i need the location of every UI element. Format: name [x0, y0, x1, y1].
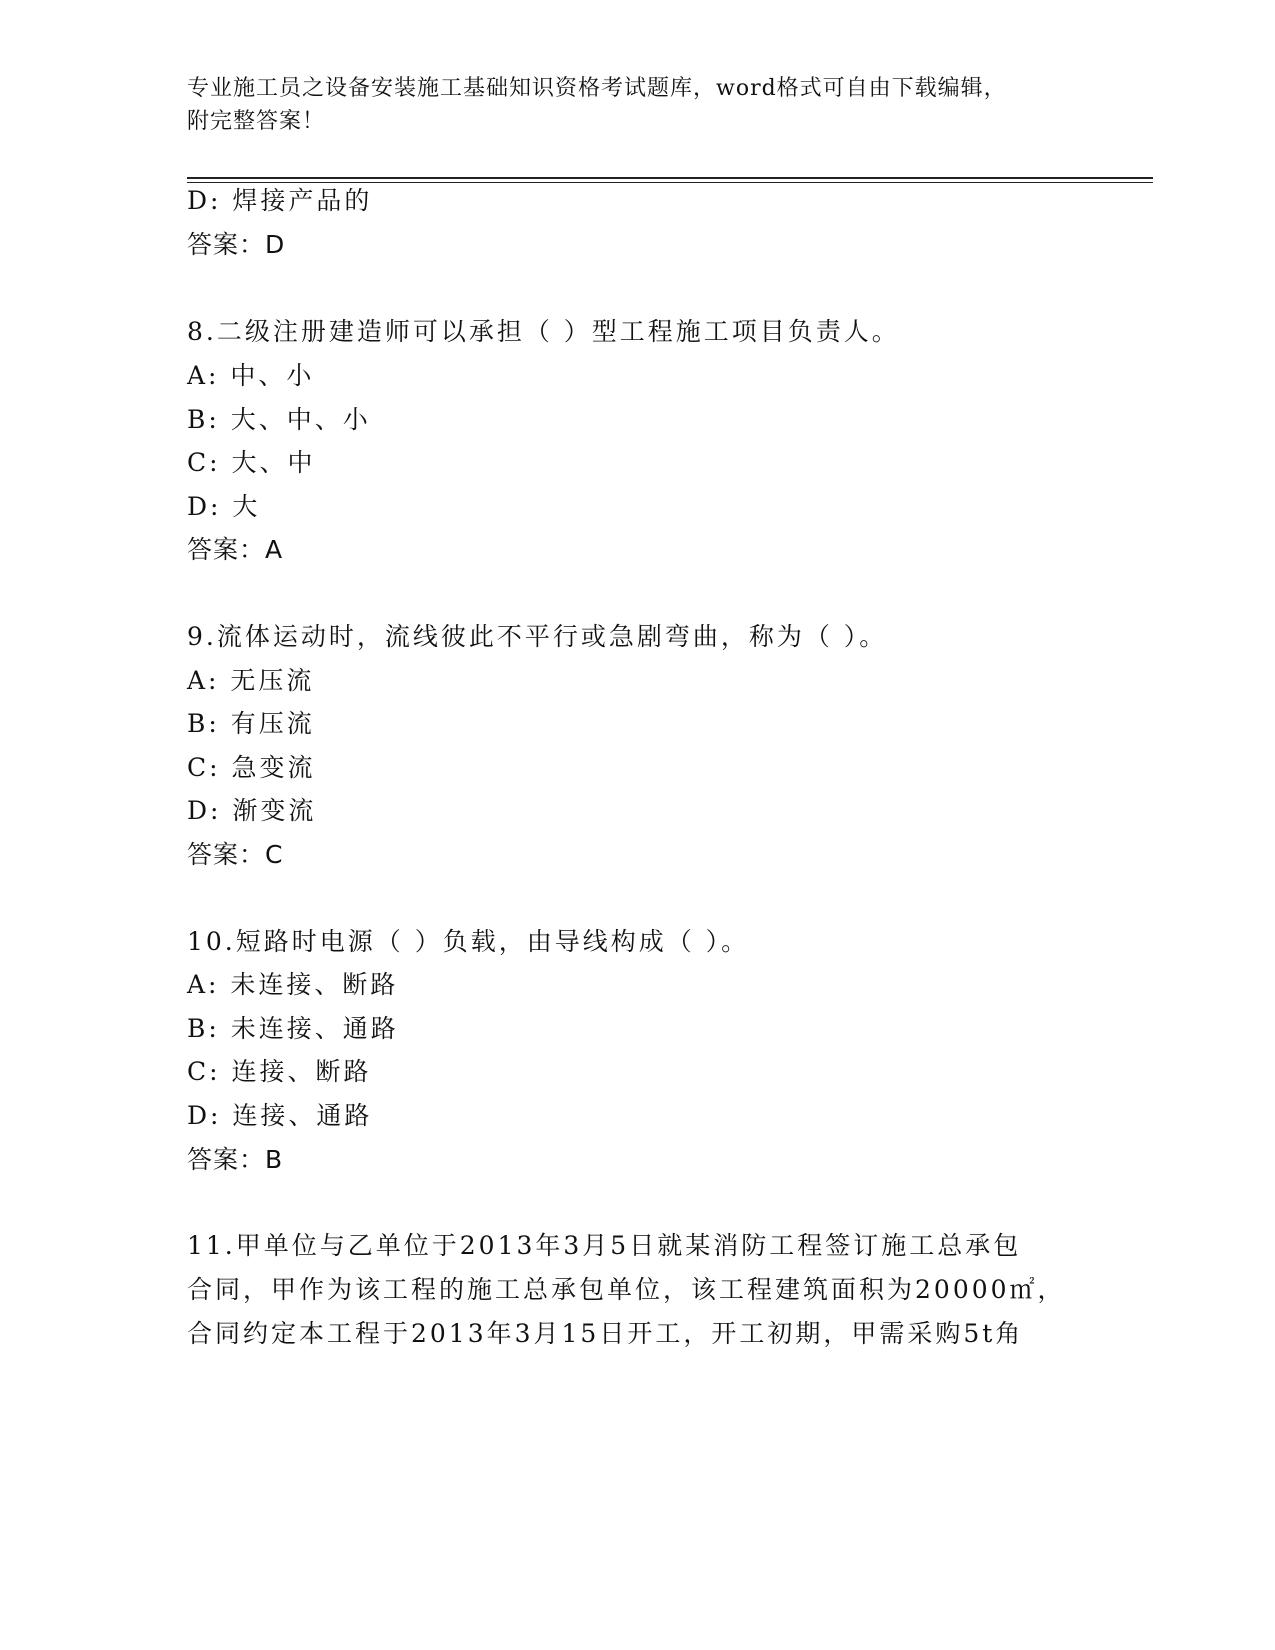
q9-stem: 9.流体运动时，流线彼此不平行或急剧弯曲，称为（ ）。 — [187, 622, 888, 651]
q8-answer: 答案：A — [187, 535, 284, 564]
q10-option-d: D: 连接、通路 — [187, 1101, 373, 1130]
header-divider-thick — [187, 177, 1153, 179]
q9-option-b: B: 有压流 — [187, 709, 315, 738]
q9-option-d: D: 渐变流 — [187, 796, 317, 825]
header-line-1: 专业施工员之设备安装施工基础知识资格考试题库，word格式可自由下载编辑， — [187, 76, 1007, 101]
header-divider-thin — [187, 182, 1153, 183]
q10-option-c: C: 连接、断路 — [187, 1057, 372, 1086]
q8-stem: 8.二级注册建造师可以承担（ ）型工程施工项目负责人。 — [187, 317, 900, 346]
q8-option-a: A: 中、小 — [187, 361, 315, 390]
header-line-2: 附完整答案！ — [187, 109, 326, 134]
q10-stem: 10.短路时电源（ ）负载，由导线构成（ ）。 — [187, 927, 750, 956]
q8-option-d: D: 大 — [187, 492, 261, 521]
q8-option-c: C: 大、中 — [187, 448, 316, 477]
q8-option-b: B: 大、中、小 — [187, 405, 371, 434]
q11-stem-line-3: 合同约定本工程于2013年3月15日开工，开工初期，甲需采购5t角 — [187, 1319, 1024, 1348]
q10-answer: 答案：B — [187, 1145, 284, 1174]
q10-option-b: B: 未连接、通路 — [187, 1014, 399, 1043]
q9-answer: 答案：C — [187, 840, 284, 869]
q7-answer: 答案：D — [187, 230, 286, 259]
q7-option-d: D: 焊接产品的 — [187, 186, 373, 215]
q9-option-a: A: 无压流 — [187, 666, 315, 695]
q11-stem-line-2: 合同，甲作为该工程的施工总承包单位，该工程建筑面积为20000㎡， — [187, 1275, 1066, 1304]
q10-option-a: A: 未连接、断路 — [187, 970, 399, 999]
q9-option-c: C: 急变流 — [187, 753, 316, 782]
page-header — [187, 72, 1067, 138]
q11-stem-line-1: 11.甲单位与乙单位于2013年3月5日就某消防工程签订施工总承包 — [187, 1231, 1022, 1260]
